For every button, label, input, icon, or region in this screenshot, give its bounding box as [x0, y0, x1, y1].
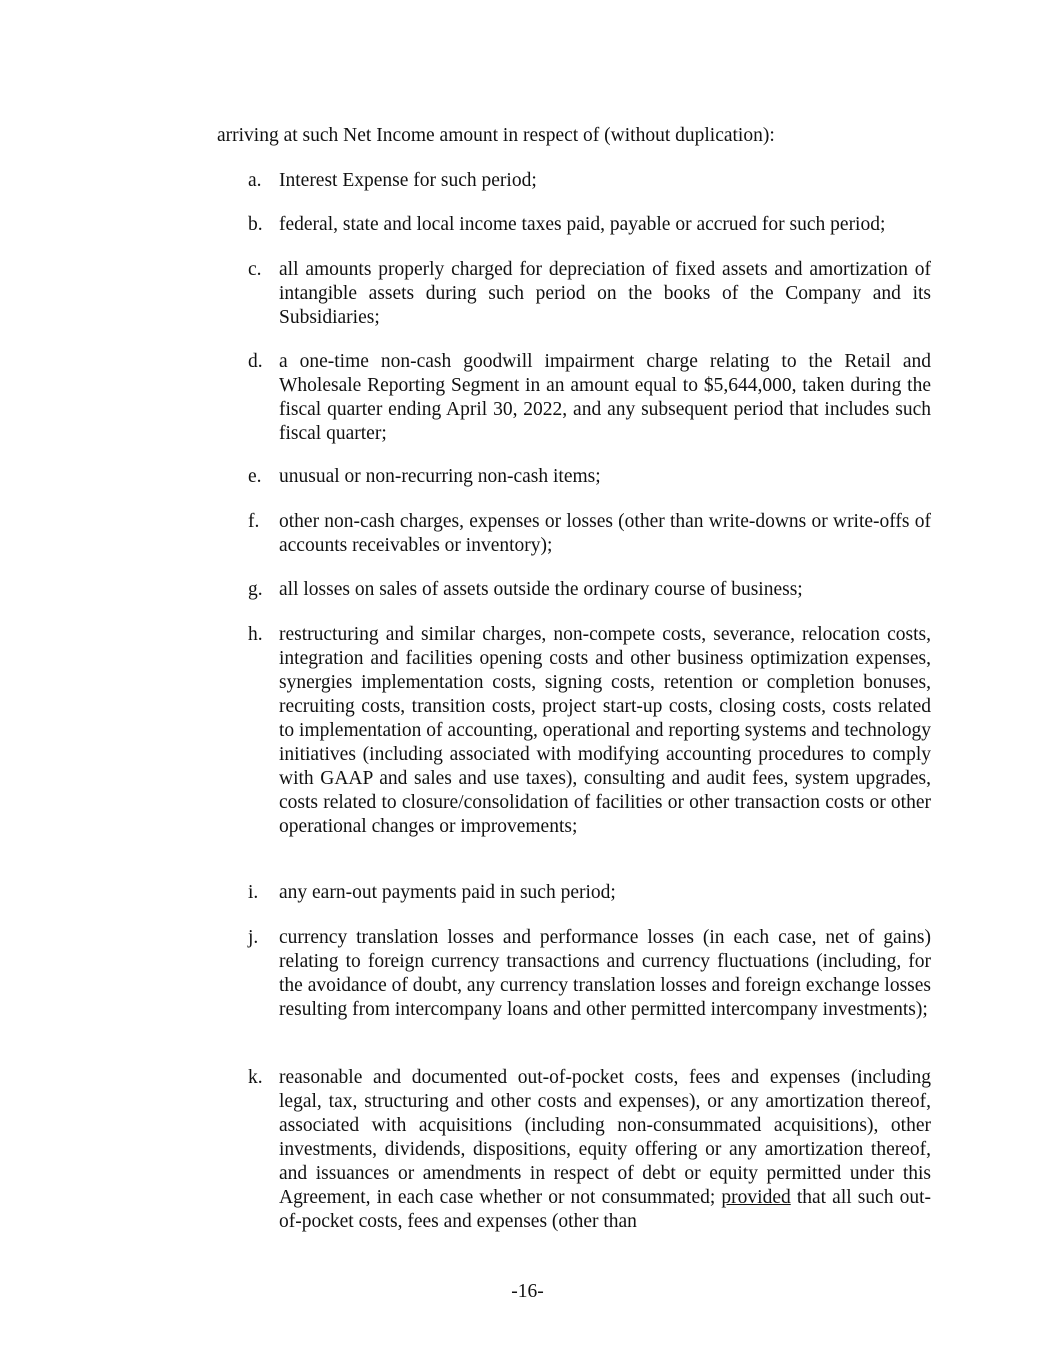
list-item-h [248, 623, 931, 839]
list-item-text: all losses on sales of assets outside the ordinary course of business; [279, 579, 803, 600]
list-item-text-continuation: that all such out-of-pocket costs, fees and expenses (other than [279, 1187, 932, 1232]
list-item-text: all amounts properly charged for depreciation of fixed assets and amortization of intangible assets during such period on the books of the Company and its Subsidiaries; [279, 259, 931, 328]
list-item-j [248, 926, 931, 1022]
list-item-g [248, 578, 931, 602]
list-item-text: unusual or non-recurring non-cash items; [279, 466, 601, 487]
list-item-d [248, 350, 931, 446]
list-item-text [279, 1066, 931, 1234]
list-marker: e. [248, 466, 262, 487]
list-item-text: Interest Expense for such period; [279, 170, 537, 191]
list-item-text-main: reasonable and documented out-of-pocket costs, fees and expenses (including legal, tax, structuring and other costs and expenses), or any amortization thereof, associated with acquisitions (including non-consummated acquisitions), other investments, dividends, dispositions, equity offering or any amortization thereof, and issuances or amendments in respect of debt or equity permitted under this Agreement, in each case whether or not consummated; [279, 1067, 931, 1208]
list-item-a [248, 169, 931, 193]
list-item-text: restructuring and similar charges, non-compete costs, severance, relocation costs, integration and facilities opening costs and other business optimization expenses, synergies implementation costs, signing costs, retention or completion bonuses, recruiting costs, transition costs, project start-up costs, closing costs, costs related to implementation of accounting, operational and reporting systems and technology initiatives (including associated with modifying accounting procedures to comply with GAAP and sales and use taxes), consulting and audit fees, system upgrades, costs related to closure/consolidation of facilities or other transaction costs or other operational changes or improvements; [279, 624, 932, 837]
page-number: -16- [511, 1281, 544, 1302]
list-marker: a. [248, 170, 262, 191]
list-item-k [248, 1066, 931, 1234]
list-item-f [248, 510, 931, 558]
list-marker: f. [248, 511, 260, 532]
list-item-i [248, 881, 931, 905]
list-item-text: currency translation losses and performance losses (in each case, net of gains) relating to foreign currency transactions and currency fluctuations (including, for the avoidance of doubt, any currency translation losses and foreign exchange losses resulting from intercompany loans and other permitted intercompany investments); [279, 927, 931, 1020]
list-item-text: a one-time non-cash goodwill impairment charge relating to the Retail and Wholesale Reporting Segment in an amount equal to $5,644,000, taken during the fiscal quarter ending April 30, 2022, and any subsequent period that includes such fiscal quarter; [279, 351, 931, 444]
list-marker: b. [248, 214, 263, 235]
list-marker: j. [248, 927, 259, 948]
list-marker: k. [248, 1067, 263, 1088]
provided-term: provided [721, 1187, 791, 1208]
list-item-text: federal, state and local income taxes paid, payable or accrued for such period; [279, 214, 886, 235]
list-marker: g. [248, 579, 263, 600]
list-marker: c. [248, 259, 262, 280]
list-item-text: any earn-out payments paid in such period; [279, 882, 616, 903]
list-marker: d. [248, 351, 263, 372]
list-item-b [248, 213, 931, 237]
list-item-e [248, 465, 931, 489]
list-marker: i. [248, 882, 259, 903]
list-marker: h. [248, 624, 263, 645]
list-item-c [248, 258, 931, 330]
intro-paragraph: arriving at such Net Income amount in respect of (without duplication): [217, 125, 775, 146]
list-item-text: other non-cash charges, expenses or losses (other than write-downs or write-offs of accounts receivables or inventory); [279, 511, 931, 556]
